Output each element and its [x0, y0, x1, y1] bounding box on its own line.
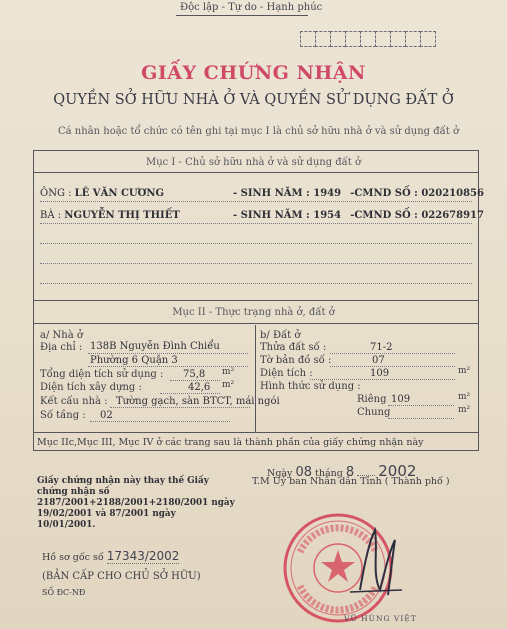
parcel-label: Thửa đất số : — [260, 342, 327, 353]
owner-dotline — [40, 223, 472, 224]
map-label: Tờ bản đồ số : — [260, 355, 332, 366]
usage-form-label: Hình thức sử dụng : — [260, 381, 361, 392]
issue-month: 8 — [345, 465, 355, 480]
serial-box — [390, 31, 406, 47]
document-title: GIẤY CHỨNG NHẬN — [141, 62, 366, 84]
serial-box — [420, 31, 436, 47]
shared-dotline — [388, 418, 454, 419]
file-number: Hồ sơ gốc số 17343/2002 — [42, 549, 180, 563]
blank-dotline — [40, 243, 472, 244]
serial-box — [345, 31, 361, 47]
build-area-value: 42,6 — [188, 382, 211, 393]
land-area-dotline — [310, 379, 455, 380]
structure-dotline — [110, 407, 250, 408]
signer-name: VŨ HÙNG VIỆT — [344, 614, 417, 623]
official-signature — [340, 520, 410, 600]
serial-box — [300, 31, 316, 47]
owner-1-birth: - SINH NĂM : 1949 -CMND SỐ : 020210856 — [233, 188, 484, 199]
address-label: Địa chỉ : — [40, 342, 83, 353]
office-code: SỐ ĐC-NĐ — [42, 588, 86, 597]
section2-heading: Mục II - Thực trạng nhà ở, đất ở — [172, 307, 335, 318]
blank-dotline — [40, 263, 472, 264]
build-area-label: Diện tích xây dựng : — [40, 382, 142, 393]
serial-box — [330, 31, 346, 47]
owner-2-birth: - SINH NĂM : 1954 -CMND SỐ : 022678917 — [233, 210, 484, 221]
map-value: 07 — [372, 355, 385, 366]
serial-box — [360, 31, 376, 47]
continuation-note: Mục IIc,Mục III, Mục IV ở các trang sau là thành phần của giấy chứng nhận này — [37, 437, 424, 448]
land-heading: b/ Đất ở — [260, 330, 301, 341]
parcel-value: 71-2 — [370, 342, 393, 353]
national-motto: Độc lập - Tự do - Hạnh phúc — [180, 2, 323, 13]
house-heading: a/ Nhà ở — [40, 330, 83, 341]
floors-label: Số tầng : — [40, 410, 86, 421]
structure-label: Kết cấu nhà : — [40, 396, 108, 407]
serial-number-boxes — [300, 31, 435, 47]
floors-value: 02 — [100, 410, 113, 421]
section2-column-divider — [255, 325, 256, 433]
issue-day: 08 — [295, 465, 313, 480]
serial-box — [405, 31, 421, 47]
private-label: Riêng — [357, 394, 387, 405]
shared-label: Chung — [357, 407, 391, 418]
private-unit: m² — [458, 392, 471, 402]
owner-dotline — [40, 201, 472, 202]
issue-year: 2002 — [378, 462, 417, 480]
land-area-unit: m² — [458, 366, 471, 376]
serial-box — [315, 31, 331, 47]
build-area-dotline — [160, 393, 220, 394]
land-area-value: 109 — [370, 368, 390, 379]
note-divider — [33, 432, 479, 433]
owner-copy-label: (BẢN CẤP CHO CHỦ SỞ HỮU) — [42, 571, 201, 582]
section2-top-divider — [33, 300, 479, 301]
usage-area-label: Tổng diện tích sử dụng : — [40, 369, 164, 380]
address-dotline — [88, 353, 248, 354]
intro-text: Cá nhân hoặc tổ chức có tên ghi tại mục I là chủ sở hữu nhà ở và sử dụng đất ở — [58, 126, 459, 137]
floors-dotline — [90, 421, 230, 422]
structure-value: Tường gạch, sàn BTCT, mái ngói — [116, 396, 280, 407]
replacement-note: Giấy chứng nhận này thay thế Giấy chứng nhận số 2187/2001+2188/2001+2180/2001 ngày 19/02/2001 và 87/2001 ngày 10/01/2001. — [37, 476, 235, 530]
section1-divider — [33, 172, 479, 173]
address-line-1: 138B Nguyễn Đình Chiểu — [90, 341, 220, 352]
document-subtitle: QUYỀN SỞ HỮU NHÀ Ở VÀ QUYỀN SỬ DỤNG ĐẤT Ở — [53, 92, 454, 108]
land-area-label: Diện tích : — [260, 368, 313, 379]
issue-date: Ngày 08 tháng 8 2002 — [267, 462, 417, 480]
address-dotline — [88, 366, 248, 367]
shared-unit: m² — [458, 405, 471, 415]
private-value: 109 — [391, 394, 411, 405]
motto-underline — [176, 15, 308, 16]
build-area-unit: m² — [222, 380, 235, 390]
usage-area-value: 75,8 — [183, 369, 206, 380]
serial-box — [375, 31, 391, 47]
section2-divider — [33, 323, 479, 324]
section1-heading: Mục I - Chủ sở hữu nhà ở và sử dụng đất ở — [145, 157, 362, 168]
file-number-value: 17343/2002 — [106, 549, 180, 563]
address-line-2: Phường 6 Quận 3 — [90, 355, 178, 366]
usage-area-unit: m² — [222, 367, 235, 377]
owner-row-2: BÀ : NGUYỄN THỊ THIẾT — [40, 210, 180, 221]
issuing-committee: T.M Uỷ ban Nhân dân Tỉnh ( Thành phố ) — [252, 476, 450, 487]
owner-row-1: ÔNG : LÊ VĂN CƯƠNG — [40, 188, 165, 199]
usage-area-dotline — [170, 380, 220, 381]
map-dotline — [330, 366, 455, 367]
parcel-dotline — [330, 353, 455, 354]
blank-dotline — [40, 283, 472, 284]
private-dotline — [388, 405, 454, 406]
